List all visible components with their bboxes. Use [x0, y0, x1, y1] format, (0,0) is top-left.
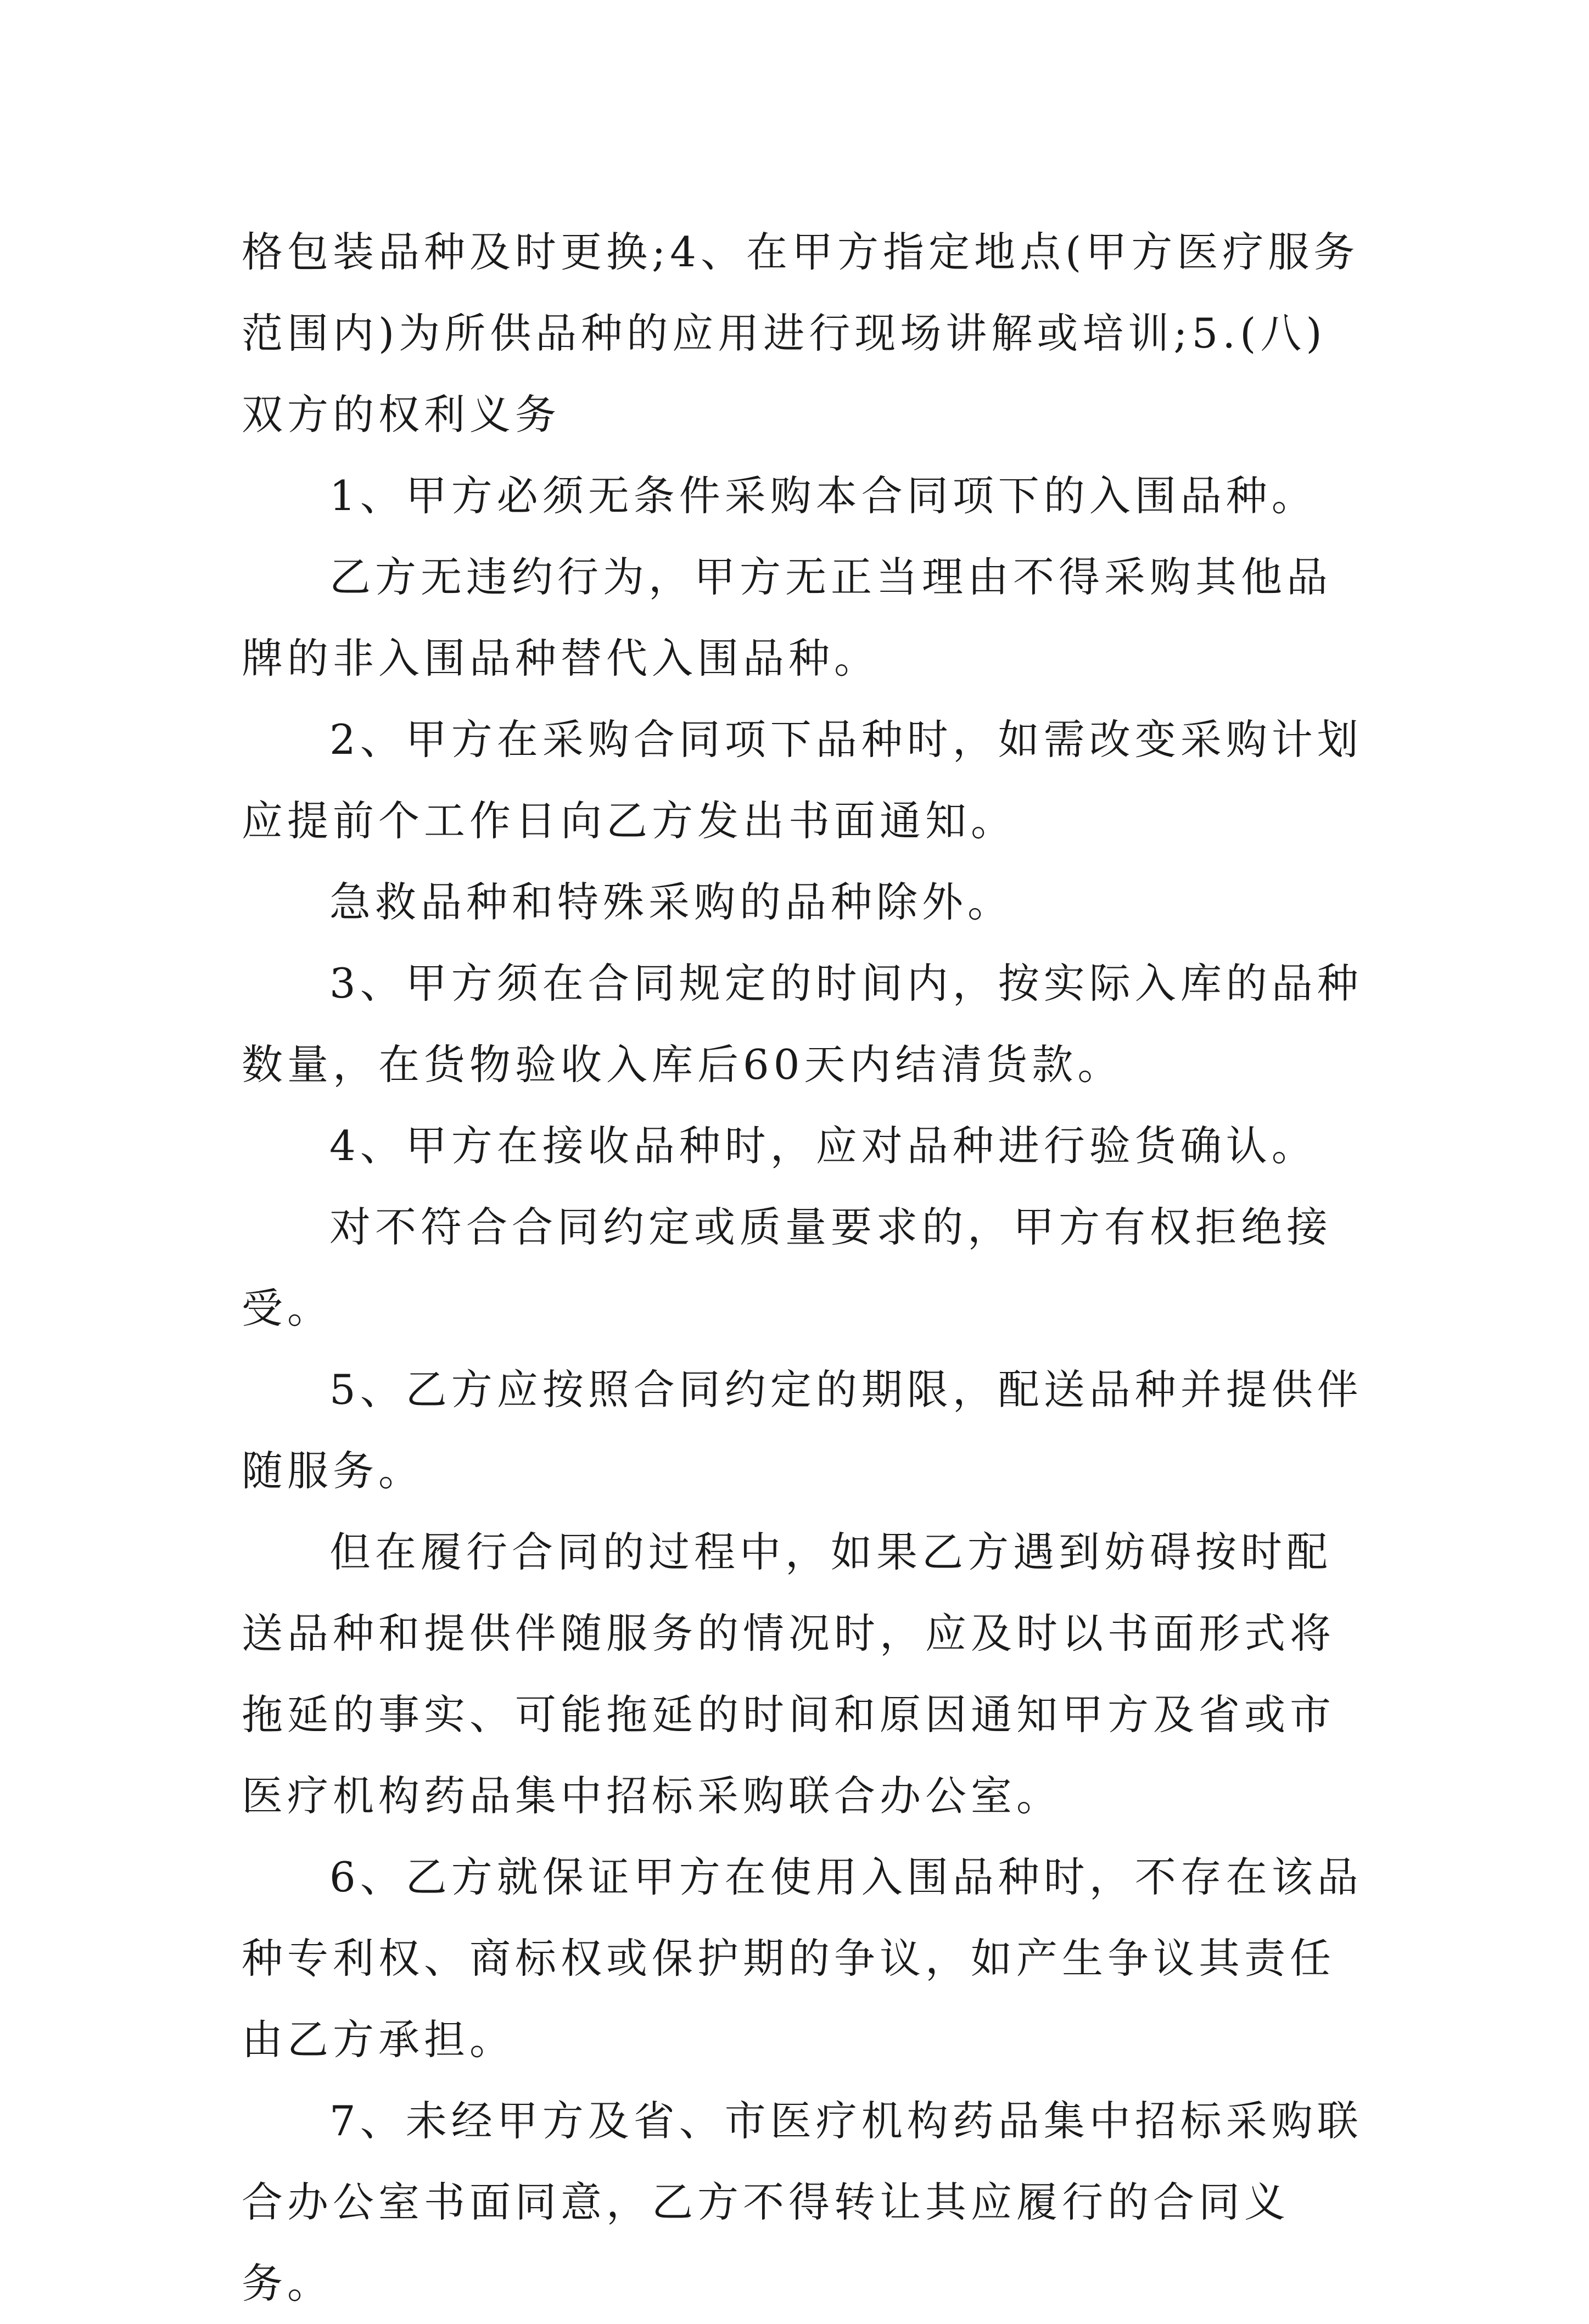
- paragraph-2: 1、甲方必须无条件采购本合同项下的入围品种。: [329, 472, 1317, 520]
- paragraph-11: 6、乙方就保证甲方在使用入围品种时，不存在该品种专利权、商标权或保护期的争议，如产生争议其责任由乙方承担。: [242, 1853, 1363, 2064]
- paragraph-3: 乙方无违约行为，甲方无正当理由不得采购其他品牌的非入围品种替代入围品种。: [242, 553, 1333, 682]
- paragraph-5: 急救品种和特殊采购的品种除外。: [329, 878, 1014, 926]
- paragraph-4: 2、甲方在采购合同项下品种时，如需改变采购计划应提前个工作日向乙方发出书面通知。: [242, 715, 1363, 845]
- document-body: [242, 211, 1367, 2324]
- paragraph-9: 5、乙方应按照合同约定的期限，配送品种并提供伴随服务。: [242, 1365, 1363, 1495]
- paragraph-12: 7、未经甲方及省、市医疗机构药品集中招标采购联合办公室书面同意，乙方不得转让其应履行的合同义务。: [242, 2097, 1363, 2308]
- paragraph-1: 格包装品种及时更换;4、在甲方指定地点(甲方医疗服务范围内)为所供品种的应用进行现场讲解或培训;5.(八)双方的权利义务: [242, 228, 1359, 439]
- paragraph-7: 4、甲方在接收品种时，应对品种进行验货确认。: [329, 1122, 1317, 1170]
- paragraph-10: 但在履行合同的过程中，如果乙方遇到妨碍按时配送品种和提供伴随服务的情况时，应及时以书面形式将拖延的事实、可能拖延的时间和原因通知甲方及省或市医疗机构药品集中招标采购联合办公室。: [242, 1528, 1336, 1820]
- paragraph-6: 3、甲方须在合同规定的时间内，按实际入库的品种数量，在货物验收入库后60天内结清货款。: [242, 959, 1363, 1089]
- paragraph-8: 对不符合合同约定或质量要求的，甲方有权拒绝接受。: [242, 1203, 1333, 1332]
